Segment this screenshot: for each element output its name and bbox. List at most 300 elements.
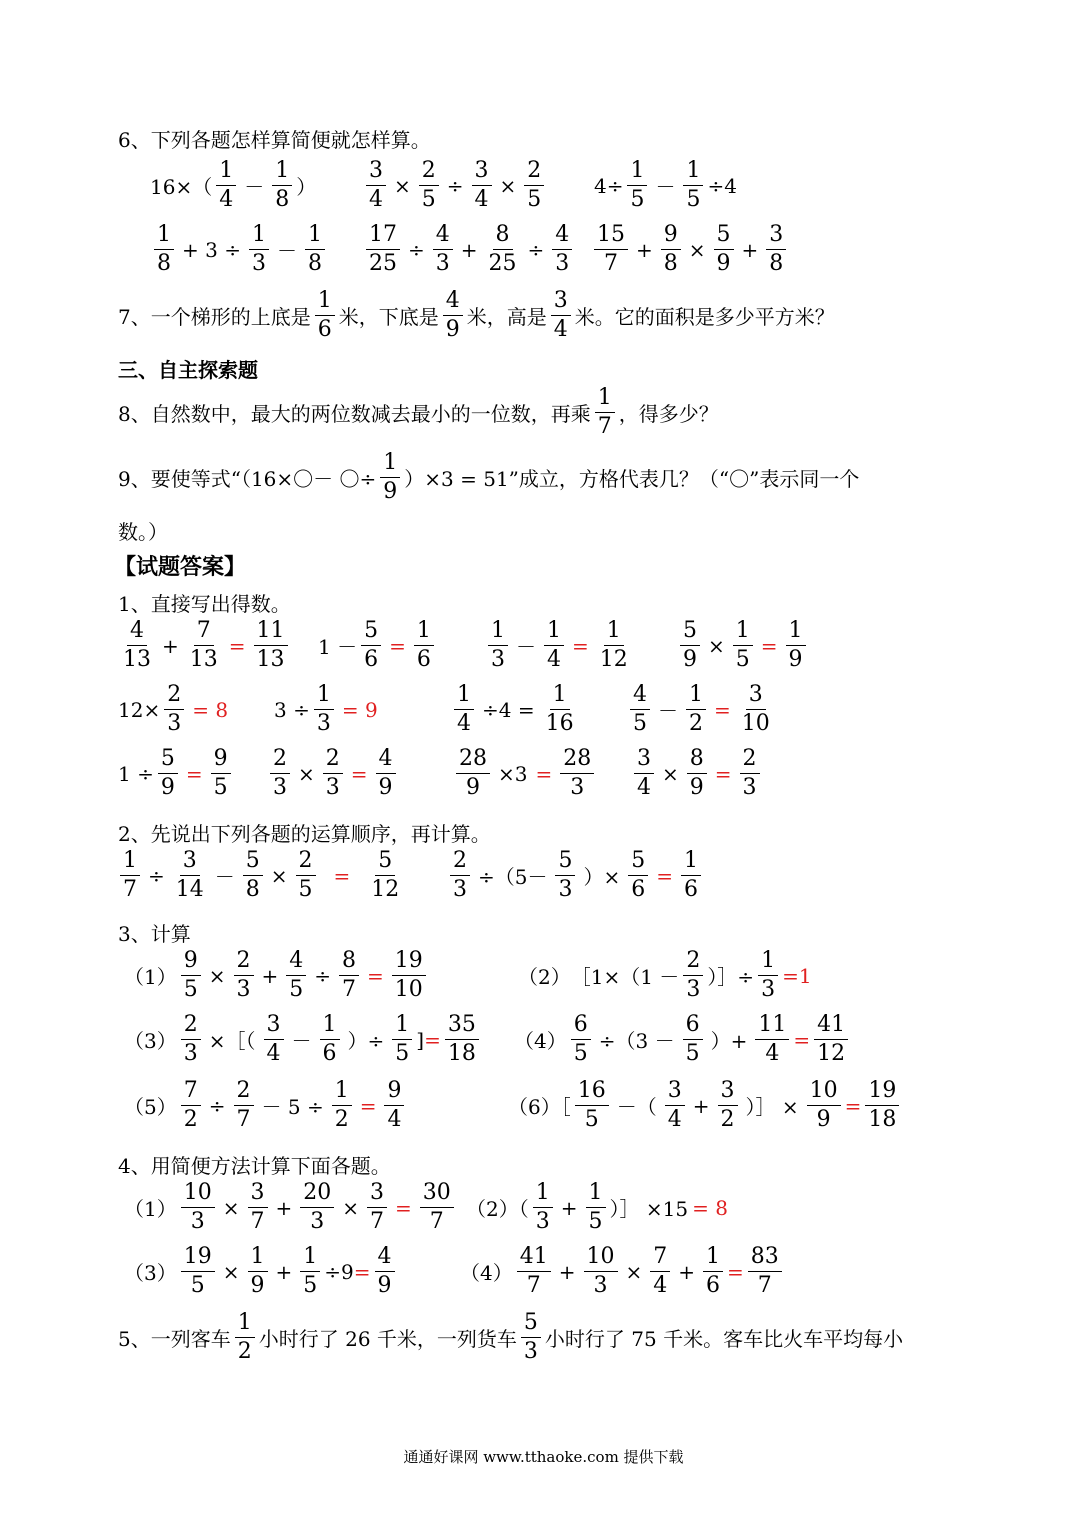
denominator: 13 — [123, 647, 151, 672]
numerator: 1 — [533, 1182, 553, 1208]
numerator: 11 — [755, 1014, 789, 1040]
denominator: 3 — [453, 877, 467, 902]
denominator: 12 — [599, 647, 628, 672]
fraction — [320, 1014, 340, 1065]
numerator: 1 — [315, 290, 335, 316]
denominator: 7 — [757, 1273, 772, 1298]
numerator: 1 — [120, 850, 140, 876]
numerator: 1 — [272, 160, 292, 186]
numerator: 3 — [248, 1182, 268, 1208]
denominator: 13 — [189, 647, 218, 672]
numerator: 4 — [552, 224, 572, 250]
numerator: 1 — [627, 160, 647, 186]
denominator: 5 — [421, 187, 436, 212]
fraction — [665, 1080, 685, 1131]
numerator: 1 — [332, 1080, 352, 1106]
numerator: 1 — [414, 620, 434, 646]
fraction — [272, 160, 292, 211]
numerator: 1 — [758, 950, 778, 976]
fraction — [755, 1014, 789, 1065]
numerator: 5 — [521, 1312, 541, 1338]
denominator: 25 — [369, 251, 397, 276]
question-7: 7、一个梯形的上底是 $\frac{1}{6}$ 米，下底是 $\frac{4}{9}$ 米，高是 $\frac{3}{4}$ 米。它的面积是多少平方米？ — [118, 288, 835, 342]
numerator: 1 — [249, 224, 269, 250]
fraction — [433, 224, 453, 275]
numerator: 1 — [154, 224, 174, 250]
denominator: 6 — [706, 1273, 721, 1298]
denominator: 3 — [435, 251, 450, 276]
fraction — [865, 1080, 899, 1131]
fraction — [216, 160, 236, 211]
numerator: 1 — [380, 452, 400, 478]
fraction — [739, 684, 773, 735]
numerator: 1 — [595, 387, 615, 413]
denominator: 9 — [788, 647, 803, 672]
denominator: 16 — [545, 711, 574, 736]
denominator: 5 — [584, 1107, 599, 1132]
denominator: 3 — [310, 1209, 325, 1234]
a4-problem-1: （1） $\frac{10}{3}$ × $\frac{3}{7}$ + $\frac{20}{3}$ × $\frac{3}{7}$ = $\frac{30}{7}$ — [124, 1182, 458, 1233]
denominator: 9 — [716, 251, 731, 276]
fraction — [315, 290, 335, 341]
fraction — [686, 684, 706, 735]
denominator: 2 — [183, 1107, 198, 1132]
denominator: 6 — [317, 317, 332, 342]
fraction — [367, 1182, 387, 1233]
fraction — [300, 1182, 334, 1233]
numerator: 1 — [703, 1246, 723, 1272]
numerator: 1 — [733, 620, 753, 646]
denominator: 25 — [488, 251, 517, 276]
denominator: 5 — [527, 187, 542, 212]
fraction — [384, 1080, 404, 1131]
question-9-cont: 数。） — [118, 520, 168, 544]
numerator: 5 — [243, 850, 263, 876]
fraction — [560, 748, 594, 799]
fraction — [571, 1014, 591, 1065]
numerator: 2 — [234, 1080, 254, 1106]
denominator: 5 — [686, 187, 701, 212]
q6-expr-2: $\frac{3}{4}$ × $\frac{2}{5}$ ÷ $\frac{3}{4}$ × $\frac{2}{5}$ — [362, 160, 548, 211]
numerator: 1 — [305, 224, 325, 250]
fraction — [544, 620, 564, 671]
numerator: 19 — [181, 1246, 215, 1272]
denominator: 9 — [816, 1107, 831, 1132]
answer-3-title: 3、计算 — [118, 922, 191, 946]
fraction — [181, 1182, 215, 1233]
numerator: 83 — [748, 1246, 782, 1272]
numerator: 1 — [681, 850, 701, 876]
numerator: 41 — [517, 1246, 551, 1272]
numerator: 3 — [746, 684, 766, 710]
denominator: 3 — [742, 775, 757, 800]
denominator: 3 — [535, 1209, 550, 1234]
fraction — [758, 950, 778, 1001]
denominator: 18 — [447, 1041, 476, 1066]
denominator: 3 — [555, 251, 570, 276]
numerator: 7 — [194, 620, 214, 646]
fraction — [683, 160, 703, 211]
denominator: 2 — [334, 1107, 349, 1132]
denominator: 5 — [395, 1041, 410, 1066]
numerator: 1 — [786, 620, 806, 646]
denominator: 3 — [325, 775, 340, 800]
fraction — [181, 950, 201, 1001]
denominator: 4 — [553, 317, 568, 342]
denominator: 4 — [474, 187, 489, 212]
numerator: 9 — [181, 950, 201, 976]
denominator: 3 — [236, 977, 251, 1002]
denominator: 5 — [573, 1041, 588, 1066]
numerator: 28 — [560, 748, 594, 774]
fraction — [543, 684, 577, 735]
fraction — [173, 850, 207, 901]
fraction — [264, 1014, 284, 1065]
a1-r1-a: $\frac{4}{13}$ + $\frac{7}{13}$ = $\frac{11}{13}$ — [116, 620, 292, 671]
fraction — [445, 1014, 479, 1065]
numerator: 9 — [211, 748, 231, 774]
denominator: 8 — [663, 251, 678, 276]
fraction — [339, 950, 359, 1001]
answers-heading: 【试题答案】 — [114, 555, 247, 580]
fraction — [628, 850, 648, 901]
a3-problem-4: （4） $\frac{6}{5}$ ÷（3 － $\frac{6}{5}$ ）+ $\frac{11}{4}$ = $\frac{41}{12}$ — [514, 1014, 852, 1065]
denominator: 9 — [689, 775, 704, 800]
answer-5: 5、一列客车 $\frac{1}{2}$ 小时行了 26 千米，一列货车 $\frac{5}{3}$ 小时行了 75 千米。客车比火车平均每小 — [118, 1310, 904, 1364]
numerator: 2 — [234, 950, 254, 976]
a4-problem-4: （4） $\frac{41}{7}$ + $\frac{10}{3}$ × $\frac{7}{4}$ + $\frac{1}{6}$ = $\frac{83}{7}$ — [460, 1246, 786, 1297]
fraction — [555, 850, 575, 901]
numerator: 5 — [158, 748, 178, 774]
denominator: 9 — [383, 479, 398, 504]
fraction — [181, 1246, 215, 1297]
denominator: 3 — [558, 877, 573, 902]
numerator: 2 — [270, 748, 290, 774]
denominator: 3 — [273, 775, 287, 800]
numerator: 4 — [286, 950, 306, 976]
denominator: 9 — [378, 775, 393, 800]
numerator: 41 — [814, 1014, 848, 1040]
denominator: 10 — [741, 711, 770, 736]
fraction — [661, 224, 681, 275]
numerator: 3 — [766, 224, 786, 250]
denominator: 7 — [604, 251, 618, 276]
fraction — [332, 1080, 352, 1131]
fraction — [380, 452, 400, 503]
numerator: 1 — [544, 620, 564, 646]
fraction — [392, 950, 426, 1001]
fraction — [552, 224, 572, 275]
fraction — [517, 1246, 551, 1297]
denominator: 3 — [491, 647, 505, 672]
denominator: 12 — [817, 1041, 846, 1066]
numerator: 3 — [264, 1014, 284, 1040]
denominator: 9 — [377, 1273, 392, 1298]
numerator: 1 — [248, 1246, 268, 1272]
answer-4-title: 4、用简便方法计算下面各题。 — [118, 1154, 391, 1178]
fraction — [594, 224, 628, 275]
fraction — [650, 1246, 670, 1297]
a1-r1-d: $\frac{5}{9}$ × $\frac{1}{5}$ = $\frac{1}{9}$ — [676, 620, 810, 671]
denominator: 3 — [593, 1273, 608, 1298]
numerator: 4 — [376, 748, 396, 774]
fraction — [254, 620, 288, 671]
numerator: 1 — [454, 684, 474, 710]
numerator: 16 — [575, 1080, 609, 1106]
numerator: 10 — [181, 1182, 215, 1208]
denominator: 4 — [547, 647, 561, 672]
denominator: 9 — [445, 317, 460, 342]
a1-r2-a: 12× $\frac{2}{3}$ = 8 — [118, 682, 229, 736]
numerator: 4 — [375, 1246, 395, 1272]
denominator: 2 — [720, 1107, 735, 1132]
numerator: 3 — [367, 1182, 387, 1208]
fraction — [740, 748, 760, 799]
numerator: 2 — [524, 160, 544, 186]
numerator: 2 — [450, 850, 470, 876]
fraction — [807, 1080, 841, 1131]
fraction — [748, 1246, 782, 1297]
fraction — [120, 850, 140, 901]
numerator: 7 — [650, 1246, 670, 1272]
a3-problem-5: （5） $\frac{7}{2}$ ÷ $\frac{2}{7}$ － 5 ÷ $\frac{1}{2}$ = $\frac{9}{4}$ — [124, 1080, 408, 1131]
denominator: 3 — [167, 711, 182, 736]
denominator: 8 — [157, 251, 171, 276]
a3-problem-2: （2） ［1×（1 － $\frac{2}{3}$ ）］÷ $\frac{1}{3}$ =1 — [518, 948, 812, 1002]
fraction — [366, 160, 386, 211]
denominator: 2 — [237, 1339, 252, 1364]
fraction — [392, 1014, 412, 1065]
fraction — [551, 290, 571, 341]
fraction — [456, 748, 490, 799]
q6-expr-6: $\frac{15}{7}$ + $\frac{9}{8}$ × $\frac{5}{9}$ + $\frac{3}{8}$ — [590, 224, 790, 275]
fraction — [786, 620, 806, 671]
numerator: 4 — [443, 290, 463, 316]
fraction — [158, 748, 178, 799]
a4-problem-3: （3） $\frac{19}{5}$ × $\frac{1}{9}$ + $\frac{1}{5}$ ÷9 = $\frac{4}{9}$ — [124, 1246, 399, 1297]
a4-problem-2: （2）（ $\frac{1}{3}$ + $\frac{1}{5}$ ）］ ×15 = 8 — [466, 1180, 728, 1234]
denominator: 5 — [588, 1209, 603, 1234]
denominator: 5 — [633, 711, 647, 736]
denominator: 7 — [236, 1107, 251, 1132]
fraction — [376, 748, 396, 799]
numerator: 1 — [314, 684, 334, 710]
denominator: 2 — [689, 711, 703, 736]
denominator: 5 — [298, 877, 313, 902]
numerator: 2 — [164, 684, 184, 710]
fraction — [420, 1182, 454, 1233]
denominator: 9 — [466, 775, 480, 800]
numerator: 6 — [571, 1014, 591, 1040]
fraction — [687, 748, 707, 799]
numerator: 3 — [634, 748, 654, 774]
denominator: 4 — [667, 1107, 682, 1132]
fraction — [235, 1312, 255, 1363]
denominator: 3 — [316, 711, 331, 736]
fraction — [248, 1246, 268, 1297]
numerator: 1 — [550, 684, 570, 710]
answer-2-title: 2、先说出下列各题的运算顺序，再计算。 — [118, 822, 491, 846]
fraction — [181, 1080, 201, 1131]
fraction — [521, 1312, 541, 1363]
question-8: 8、自然数中，最大的两位数减去最小的一位数，再乘 $\frac{1}{7}$ ，得多少？ — [118, 385, 719, 439]
numerator: 2 — [419, 160, 439, 186]
numerator: 11 — [254, 620, 288, 646]
fraction — [486, 224, 520, 275]
fraction — [234, 1080, 254, 1131]
fraction — [586, 1182, 606, 1233]
fraction — [733, 620, 753, 671]
denominator: 5 — [735, 647, 750, 672]
fraction — [120, 620, 154, 671]
fraction — [683, 950, 703, 1001]
fraction — [584, 1246, 618, 1297]
numerator: 2 — [181, 1014, 201, 1040]
denominator: 6 — [364, 647, 379, 672]
denominator: 7 — [123, 877, 137, 902]
denominator: 3 — [251, 251, 266, 276]
numerator: 19 — [865, 1080, 899, 1106]
denominator: 3 — [190, 1209, 205, 1234]
fraction — [443, 290, 463, 341]
numerator: 2 — [323, 748, 343, 774]
numerator: 8 — [339, 950, 359, 976]
denominator: 5 — [303, 1273, 318, 1298]
numerator: 10 — [807, 1080, 841, 1106]
fraction — [454, 684, 474, 735]
denominator: 12 — [371, 877, 400, 902]
numerator: 5 — [361, 620, 381, 646]
numerator: 3 — [665, 1080, 685, 1106]
numerator: 8 — [687, 748, 707, 774]
a3-problem-6: （6）［ $\frac{16}{5}$ －（ $\frac{3}{4}$ + $\frac{3}{2}$ ）］ × $\frac{10}{9}$ = $\frac{19}{18}$ — [508, 1080, 903, 1131]
fraction — [419, 160, 439, 211]
numerator: 17 — [366, 224, 400, 250]
numerator: 5 — [628, 850, 648, 876]
numerator: 1 — [320, 1014, 340, 1040]
fraction — [597, 620, 631, 671]
a3-problem-1: （1） $\frac{9}{5}$ × $\frac{2}{3}$ + $\frac{4}{5}$ ÷ $\frac{8}{7}$ = $\frac{19}{10}$ — [124, 950, 430, 1001]
numerator: 1 — [392, 1014, 412, 1040]
denominator: 3 — [686, 977, 701, 1002]
fraction — [575, 1080, 609, 1131]
fraction — [314, 684, 334, 735]
question-6-title: 6、下列各题怎样算简便就怎样算。 — [118, 128, 431, 152]
denominator: 7 — [250, 1209, 265, 1234]
denominator: 10 — [394, 977, 423, 1002]
a1-r3-d: $\frac{3}{4}$ × $\frac{8}{9}$ = $\frac{2}{3}$ — [630, 748, 764, 799]
denominator: 5 — [630, 187, 645, 212]
denominator: 4 — [219, 187, 234, 212]
q6-expr-5: $\frac{17}{25}$ ÷ $\frac{4}{3}$ + $\frac{8}{25}$ ÷ $\frac{4}{3}$ — [362, 224, 576, 275]
numerator: 1 — [604, 620, 624, 646]
numerator: 2 — [740, 748, 760, 774]
question-9: 9、要使等式“（16×〇－ 〇÷ $\frac{1}{9}$ ）×3 = 51”成立，方格代表几？（“〇”表示同一个 — [118, 450, 860, 504]
denominator: 3 — [183, 1041, 198, 1066]
denominator: 7 — [429, 1209, 444, 1234]
denominator: 9 — [683, 647, 697, 672]
numerator: 3 — [366, 160, 386, 186]
numerator: 4 — [127, 620, 147, 646]
numerator: 19 — [392, 950, 426, 976]
fraction — [681, 850, 701, 901]
denominator: 4 — [457, 711, 471, 736]
fraction — [634, 748, 654, 799]
denominator: 4 — [637, 775, 651, 800]
fraction — [187, 620, 221, 671]
denominator: 8 — [769, 251, 784, 276]
fraction — [164, 684, 184, 735]
fraction — [249, 224, 269, 275]
numerator: 1 — [216, 160, 236, 186]
denominator: 5 — [685, 1041, 700, 1066]
fraction — [243, 850, 263, 901]
fraction — [270, 748, 290, 799]
numerator: 2 — [296, 850, 316, 876]
numerator: 7 — [181, 1080, 201, 1106]
a1-r2-c: $\frac{1}{4}$ ÷4 = $\frac{1}{16}$ — [450, 684, 581, 735]
a1-r1-b: 1 － $\frac{5}{6}$ = $\frac{1}{6}$ — [318, 620, 438, 671]
denominator: 5 — [190, 1273, 205, 1298]
denominator: 5 — [213, 775, 228, 800]
denominator: 6 — [416, 647, 431, 672]
denominator: 4 — [387, 1107, 402, 1132]
denominator: 6 — [684, 877, 699, 902]
numerator: 5 — [375, 850, 395, 876]
numerator: 15 — [594, 224, 628, 250]
fraction — [450, 850, 470, 901]
a1-r1-c: $\frac{1}{3}$ － $\frac{1}{4}$ = $\frac{1}{12}$ — [484, 620, 635, 671]
numerator: 20 — [300, 1182, 334, 1208]
numerator: 4 — [433, 224, 453, 250]
fraction — [627, 160, 647, 211]
numerator: 28 — [456, 748, 490, 774]
denominator: 8 — [307, 251, 322, 276]
numerator: 5 — [714, 224, 734, 250]
numerator: 6 — [683, 1014, 703, 1040]
denominator: 7 — [342, 977, 357, 1002]
page-footer: 通通好课网 www.tthaoke.com 提供下载 — [403, 1448, 684, 1466]
denominator: 18 — [868, 1107, 897, 1132]
denominator: 14 — [175, 877, 204, 902]
fraction — [595, 387, 615, 438]
fraction — [680, 620, 700, 671]
a1-r3-b: $\frac{2}{3}$ × $\frac{2}{3}$ = $\frac{4}{9}$ — [266, 748, 400, 799]
fraction — [323, 748, 343, 799]
denominator: 7 — [597, 414, 612, 439]
fraction — [368, 850, 402, 901]
denominator: 6 — [631, 877, 646, 902]
numerator: 35 — [445, 1014, 479, 1040]
numerator: 1 — [586, 1182, 606, 1208]
numerator: 9 — [384, 1080, 404, 1106]
fraction — [286, 950, 306, 1001]
denominator: 4 — [369, 187, 383, 212]
denominator: 3 — [761, 977, 776, 1002]
q6-expr-4: $\frac{1}{8}$ + 3 ÷ $\frac{1}{3}$ － $\frac{1}{8}$ — [150, 224, 329, 275]
fraction — [296, 850, 316, 901]
denominator: 8 — [275, 187, 290, 212]
fraction — [211, 748, 231, 799]
a1-r3-c: $\frac{28}{9}$ ×3 = $\frac{28}{3}$ — [452, 748, 598, 799]
numerator: 3 — [551, 290, 571, 316]
fraction — [472, 160, 492, 211]
fraction — [766, 224, 786, 275]
fraction — [248, 1182, 268, 1233]
fraction — [375, 1246, 395, 1297]
denominator: 9 — [250, 1273, 265, 1298]
numerator: 1 — [488, 620, 508, 646]
